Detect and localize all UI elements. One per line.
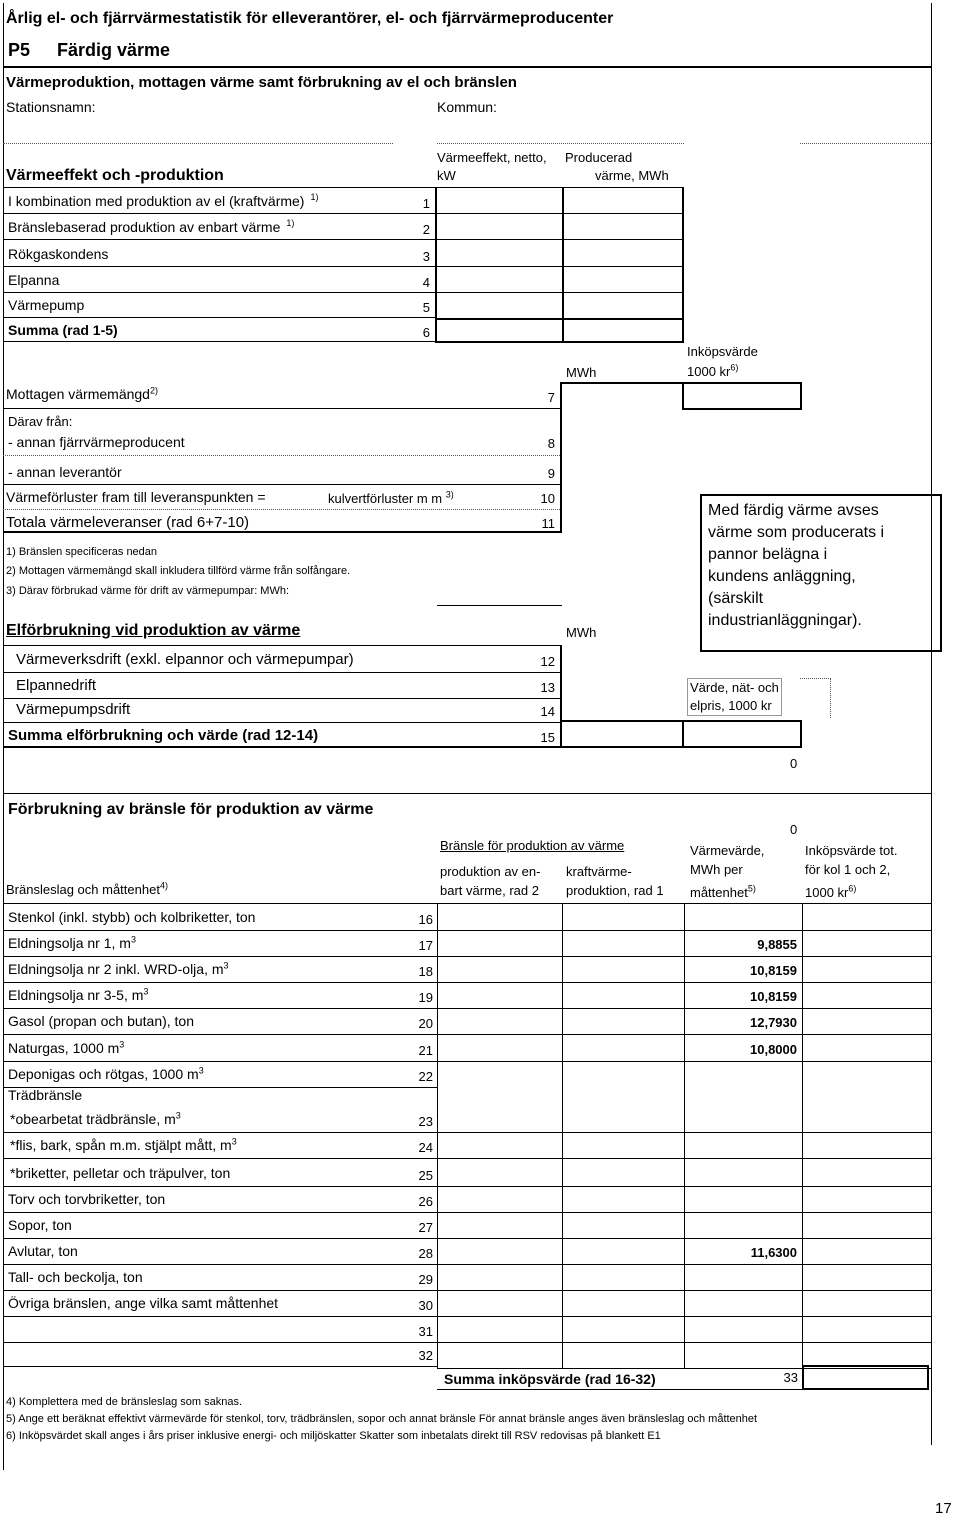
fuel-row-line: [3, 1158, 931, 1159]
fuel-row-text: Stenkol (inkl. stybb) och kolbriketter, ton: [8, 909, 256, 925]
section3-row-label: Värmepumpsdrift: [16, 701, 131, 718]
section3-row-label: Summa elförbrukning och värde (rad 12-14): [8, 727, 319, 744]
footnote-5: 5) Ange ett beräknat effektivt värmevärde för stenkol, torv, trädbränslen, sopor och annat bränsle För annat bränsle anges även bränsleslag och måttenhet: [6, 1413, 758, 1425]
row-num: 12: [540, 654, 555, 669]
section3-title: Elförbrukning vid produktion av värme: [6, 622, 301, 639]
fuel-cost-input[interactable]: [804, 1213, 930, 1237]
fuel-chp-input[interactable]: [564, 1239, 683, 1263]
fuel-sup: 4): [159, 880, 168, 891]
effect-input[interactable]: [437, 318, 561, 342]
heat-value: 11,6300: [750, 1245, 797, 1260]
electricity-input[interactable]: [563, 673, 681, 697]
row-num: 16: [418, 912, 433, 927]
fuel-row-text: Naturgas, 1000 m: [8, 1040, 120, 1056]
col-a1: produktion av en-: [440, 864, 541, 879]
col-c-sup: 5): [747, 883, 756, 894]
fuel-row-label: [10, 1137, 237, 1153]
row-num: 23: [418, 1114, 433, 1129]
fuel-heat-input[interactable]: [439, 1107, 561, 1131]
heat-value: 10,8000: [750, 1042, 797, 1057]
production-input[interactable]: [564, 242, 681, 266]
section1-header-line: [3, 187, 683, 188]
form-name: Färdig värme: [57, 40, 171, 60]
s2-bottom: [3, 531, 562, 533]
fuel-row-text: *briketter, pelletar och träpulver, ton: [10, 1165, 231, 1181]
fuel-row-label: [8, 1013, 194, 1029]
losses-extra-wrap: [328, 491, 454, 506]
fuel-row-text: Avlutar, ton: [8, 1243, 78, 1259]
section3-row-label: Värmeverksdrift (exkl. elpannor och värmepumpar): [16, 651, 354, 668]
fuel-heat-input[interactable]: [439, 1133, 561, 1157]
s2-box-row7-bottom: [682, 408, 802, 410]
section3-row-line: [3, 698, 562, 699]
fuel-chp-input[interactable]: [564, 1161, 683, 1185]
fuel-heat-input[interactable]: [439, 1009, 561, 1033]
s4-header-line: [3, 903, 931, 904]
fuel-row-label: [10, 1165, 230, 1181]
fuel-row-text: Deponigas och rötgas, 1000 m: [8, 1066, 199, 1082]
row-num: 24: [418, 1140, 433, 1155]
from-producer-label: - annan fjärrvärmeproducent: [8, 434, 185, 450]
info-box-line: kundens anläggning,: [708, 568, 856, 585]
fuel-cost-input[interactable]: [804, 1291, 930, 1315]
note2: 2) Mottagen värmemängd skall inkludera tillförd värme från solfångare.: [6, 565, 351, 577]
fuel-heat-input[interactable]: [439, 1291, 561, 1315]
fuel-row-line: [3, 1087, 437, 1088]
fuel-chp-input[interactable]: [564, 1133, 683, 1157]
s3-col-a-right: [682, 720, 684, 747]
s2-col-ink-unit: 1000 kr: [687, 364, 731, 379]
header-divider: [3, 66, 931, 68]
fuel-row-label: [8, 935, 136, 951]
fuel-chp-input[interactable]: [564, 1265, 683, 1289]
s4-col-c-left: [684, 903, 685, 1368]
row-num: 15: [540, 730, 555, 745]
fuel-chp-input[interactable]: [564, 1341, 683, 1365]
fuel-heat-input[interactable]: [439, 1036, 561, 1060]
row-num: 2: [422, 222, 430, 237]
s2-col-ink: Inköpsvärde: [687, 344, 758, 359]
info-box-line: Med färdig värme avses: [708, 502, 879, 519]
heat-value: 9,8855: [757, 937, 797, 952]
s2-box-top: [560, 382, 802, 384]
row-num-8: 8: [547, 436, 555, 451]
s2-row7-line: [3, 408, 560, 409]
form-subtitle: Värmeproduktion, mottagen värme samt förbrukning av el och bränslen: [6, 74, 517, 91]
kommun-label: Kommun:: [437, 99, 497, 115]
fuel-row-label: [8, 1269, 143, 1285]
section3-row-line: [3, 672, 562, 673]
fuel-heat-input[interactable]: [439, 931, 561, 955]
section1-title: Värmeeffekt och -produktion: [6, 167, 224, 184]
fuel-cost-input[interactable]: [804, 1341, 930, 1365]
darav-label: Därav från:: [8, 414, 73, 429]
row-num: 25: [418, 1168, 433, 1183]
effect-input[interactable]: [437, 242, 561, 266]
fuel-row-sup: 3: [130, 934, 136, 945]
station-line: [3, 143, 393, 144]
s2-row9-line: [3, 484, 560, 485]
s2-row10-line: [3, 509, 560, 510]
fuel-chp-input[interactable]: [564, 1317, 683, 1341]
page-number: 17: [935, 1500, 952, 1517]
losses-label: Värmeförluster fram till leveranspunkten =: [6, 489, 266, 505]
section1-row-sup: 1): [286, 218, 295, 229]
fuel-cost-input[interactable]: [804, 1009, 930, 1033]
fuel-chp-input[interactable]: [564, 957, 683, 981]
col-d2: för kol 1 och 2,: [805, 862, 891, 877]
s4-sum-bottom: [437, 1389, 802, 1390]
fuel-row-label: [8, 987, 148, 1003]
section3-row-label: Elpannedrift: [16, 677, 97, 694]
fuel-row-text: Eldningsolja nr 3-5, m: [8, 987, 144, 1003]
value-box-right: [830, 678, 831, 718]
section1-row-label: [8, 219, 294, 235]
row-num: 17: [418, 938, 433, 953]
row-num: 18: [418, 964, 433, 979]
s2-col-ink-sup: 6): [730, 362, 739, 373]
tradbransle-label: Trädbränsle: [8, 1087, 83, 1103]
value-box-dots: [800, 678, 831, 679]
row-num: 21: [418, 1043, 433, 1058]
col-d3-wrap: [805, 885, 856, 900]
footnote-6: 6) Inköpsvärdet skall anges i års priser inklusive energi- och miljöskatter Skatter som inbetalats direkt till RSV redovisas på blankett E1: [6, 1430, 661, 1442]
col-prod-label: Producerad: [565, 150, 633, 165]
section1-row-label: [8, 322, 118, 338]
row-num-7: 7: [547, 390, 555, 405]
s2-col-a-left: [560, 382, 562, 532]
fuel-chp-input[interactable]: [564, 905, 683, 929]
row-num: 14: [540, 704, 555, 719]
col-effect-label: Värmeeffekt, netto,: [437, 150, 547, 165]
production-input[interactable]: [564, 215, 681, 239]
fuel-heat-input[interactable]: [439, 1265, 561, 1289]
sum-label: Summa inköpsvärde (rad 16-32): [444, 1371, 656, 1387]
fuel-row-text: Övriga bränslen, ange vilka samt måttenhet: [8, 1295, 279, 1311]
fuel-cost-input[interactable]: [804, 1133, 930, 1157]
fuel-row-label: [8, 909, 255, 925]
fuel-row-label: [10, 1111, 181, 1127]
electricity-input[interactable]: [563, 647, 681, 671]
heat-value: 10,8159: [750, 989, 797, 1004]
station-label: Stationsnamn:: [6, 99, 96, 115]
fuel-cost-input[interactable]: [804, 957, 930, 981]
row-num: 19: [418, 990, 433, 1005]
fuel-heat-input[interactable]: [439, 1341, 561, 1365]
s4-col-b-left: [562, 903, 563, 1368]
fuel-row-text: Eldningsolja nr 1, m: [8, 935, 131, 951]
fuel-chp-input[interactable]: [564, 1291, 683, 1315]
section1-row-line: [3, 239, 684, 240]
received-label-wrap: [6, 386, 158, 402]
col-c1: Värmevärde,: [690, 843, 765, 858]
section3-row-line: [3, 722, 562, 723]
fuel-chp-input[interactable]: [564, 983, 683, 1007]
col-group-label: Bränsle för produktion av värme: [440, 838, 625, 853]
section1-row-label: [8, 193, 318, 209]
section1-row-text: Värmepump: [8, 297, 85, 313]
s3-bottom: [3, 746, 802, 748]
extra-line: [800, 143, 931, 144]
fuel-row-label: [8, 1243, 78, 1259]
received-sup: 2): [149, 385, 158, 396]
section1-row-text: Rökgaskondens: [8, 246, 109, 262]
row-num: 29: [418, 1272, 433, 1287]
note3: 3) Därav förbrukad värme för drift av värmepumpar: MWh:: [6, 585, 290, 597]
row-num: 20: [418, 1016, 433, 1031]
s2-col-ink-unit-wrap: [687, 364, 738, 379]
production-input[interactable]: [564, 189, 681, 213]
fuel-heat-input[interactable]: [439, 1187, 561, 1211]
fuel-chp-input[interactable]: [564, 1062, 683, 1086]
effect-input[interactable]: [437, 189, 561, 213]
fuel-row-sup: 3: [175, 1110, 181, 1121]
effect-input[interactable]: [437, 215, 561, 239]
fuel-chp-input[interactable]: [564, 1213, 683, 1237]
fuel-heat-input[interactable]: [439, 983, 561, 1007]
from-supplier-label: - annan leverantör: [8, 464, 122, 480]
sum-box[interactable]: [802, 1365, 929, 1390]
fuel-cost-input[interactable]: [804, 1107, 930, 1131]
fuel-row-label: [8, 1066, 204, 1082]
fuel-heat-input[interactable]: [439, 905, 561, 929]
fuel-row-sup: 3: [143, 986, 149, 997]
value-label-2: elpris, 1000 kr: [690, 698, 772, 713]
s4-col-d-left: [802, 903, 803, 1368]
row-num: 3: [422, 249, 430, 264]
production-input[interactable]: [564, 268, 681, 292]
info-box-line: industrianläggningar).: [708, 612, 862, 629]
total-label: Totala värmeleveranser (rad 6+7-10): [6, 514, 250, 531]
s3-col-b-right: [800, 720, 802, 747]
col-prod-unit: värme, MWh: [595, 168, 669, 183]
section1-row-text: I kombination med produktion av el (kraftvärme): [8, 193, 305, 209]
info-box-line: värme som producerats i: [708, 524, 885, 541]
col-b1: kraftvärme-: [566, 864, 632, 879]
section4-title: Förbrukning av bränsle för produktion av värme: [8, 801, 374, 818]
s4-top-line: [3, 793, 931, 794]
s2-col-b-right: [800, 382, 802, 409]
fuel-chp-input[interactable]: [564, 1187, 683, 1211]
fuel-heat-input[interactable]: [439, 1161, 561, 1185]
received-label: Mottagen värmemängd: [6, 386, 150, 402]
s3-zero: 0: [790, 756, 798, 771]
col-a2: bart värme, rad 2: [440, 883, 539, 898]
fuel-row-text: *flis, bark, spån m.m. stjälpt mått, m: [10, 1137, 232, 1153]
fuel-row-text: Eldningsolja nr 2 inkl. WRD-olja, m: [8, 961, 224, 977]
fuel-row-text: Gasol (propan och butan), ton: [8, 1013, 195, 1029]
fuel-heat-input[interactable]: [439, 957, 561, 981]
row-num: 27: [418, 1220, 433, 1235]
production-input[interactable]: [564, 293, 681, 317]
note3-line: [437, 605, 562, 606]
col-c3: måttenhet: [690, 885, 748, 900]
row-num: 31: [418, 1324, 433, 1339]
s2-row8-line: [3, 455, 560, 456]
s3-col-a-left: [560, 645, 562, 747]
section1-row-line: [3, 341, 435, 342]
fuel-row-label: [8, 1295, 278, 1311]
production-input[interactable]: [564, 318, 681, 342]
fuel-row-text: Tall- och beckolja, ton: [8, 1269, 143, 1285]
section1-row-label: [8, 272, 59, 288]
row-num: 32: [418, 1348, 433, 1363]
value-label-box: [687, 678, 782, 716]
s3-col-mwh: MWh: [566, 625, 597, 640]
fuel-cost-input[interactable]: [804, 905, 930, 929]
section1-row-line: [3, 213, 684, 214]
col-d-sup: 6): [848, 883, 857, 894]
row-num: 13: [540, 680, 555, 695]
fuel-cost-input[interactable]: [804, 1187, 930, 1211]
s4-zero: 0: [790, 822, 798, 837]
s2-col-b-left: [682, 382, 684, 409]
fuel-chp-input[interactable]: [564, 1009, 683, 1033]
info-box: [700, 494, 942, 652]
row-num: 30: [418, 1298, 433, 1313]
footnote-4: 4) Komplettera med de bränsleslag som saknas.: [6, 1396, 243, 1408]
fuel-row-sup: 3: [198, 1065, 204, 1076]
section1-row-sup: 1): [310, 192, 319, 203]
fuel-row-label: [8, 961, 229, 977]
fuel-row-label: [8, 1217, 72, 1233]
fuel-cost-input[interactable]: [804, 1265, 930, 1289]
fuel-row-sup: 3: [231, 1136, 237, 1147]
heat-value: 12,7930: [750, 1015, 797, 1030]
fuel-row-text: Torv och torvbriketter, ton: [8, 1191, 166, 1207]
electricity-input[interactable]: [563, 723, 681, 747]
losses-sup: 3): [445, 489, 454, 500]
section1-row-text: Elpanna: [8, 272, 60, 288]
fuel-row-label: [8, 1040, 124, 1056]
fuel-cost-input[interactable]: [804, 1062, 930, 1086]
col-b2: produktion, rad 1: [566, 883, 664, 898]
fuel-label-wrap: [6, 882, 168, 897]
fuel-row-line: [3, 1034, 931, 1035]
frame-right: [931, 3, 932, 1445]
row-num: 28: [418, 1246, 433, 1261]
frame-left: [3, 3, 4, 1470]
fuel-label: Bränsleslag och måttenhet: [6, 882, 160, 897]
fuel-cost-input[interactable]: [804, 983, 930, 1007]
fuel-row-sup: 3: [223, 960, 229, 971]
s3-header-line: [3, 645, 562, 646]
section1-row-line: [3, 317, 435, 318]
kommun-line: [437, 143, 684, 144]
fuel-cost-input[interactable]: [804, 1161, 930, 1185]
row-num: 26: [418, 1194, 433, 1209]
section1-row-label: [8, 246, 108, 262]
col-d1: Inköpsvärde tot.: [805, 843, 898, 858]
fuel-row-text: Sopor, ton: [8, 1217, 72, 1233]
fuel-heat-input[interactable]: [439, 1213, 561, 1237]
fuel-heat-input[interactable]: [439, 1317, 561, 1341]
fuel-cost-input[interactable]: [804, 1317, 930, 1341]
fuel-heat-input[interactable]: [439, 1239, 561, 1263]
fuel-row-line: [3, 1366, 437, 1367]
row-num: 4: [422, 275, 430, 290]
effect-input[interactable]: [437, 268, 561, 292]
section1-row-text: Bränslebaserad produktion av enbart värme: [8, 219, 281, 235]
fuel-chp-input[interactable]: [564, 1036, 683, 1060]
fuel-cost-input[interactable]: [804, 1036, 930, 1060]
fuel-cost-input[interactable]: [804, 1239, 930, 1263]
fuel-heat-input[interactable]: [439, 1062, 561, 1086]
fuel-row-text: *obearbetat trädbränsle, m: [10, 1111, 176, 1127]
fuel-row-sup: 3: [119, 1039, 125, 1050]
col-d3: 1000 kr: [805, 885, 849, 900]
row-num-11: 11: [541, 516, 555, 531]
section1-row-text: Summa (rad 1-5): [8, 322, 118, 338]
col-c2: MWh per: [690, 862, 743, 877]
row-num: 5: [422, 300, 430, 315]
row-num-33: 33: [783, 1370, 798, 1385]
row-num-9: 9: [547, 466, 555, 481]
info-box-line: pannor belägna i: [708, 546, 828, 563]
s4-col-a-left: [437, 903, 438, 1368]
effect-input[interactable]: [437, 293, 561, 317]
losses-extra: kulvertförluster m m: [328, 491, 443, 506]
note1: 1) Bränslen specificeras nedan: [6, 546, 158, 558]
row-num: 22: [418, 1069, 433, 1084]
row-num: 1: [422, 196, 430, 211]
col-c3-wrap: [690, 885, 756, 900]
info-box-line: (särskilt: [708, 590, 764, 607]
fuel-cost-input[interactable]: [804, 931, 930, 955]
section1-row-label: [8, 297, 84, 313]
col-effect-unit: kW: [437, 168, 456, 183]
value-label-1: Värde, nät- och: [690, 680, 779, 695]
heat-value: 10,8159: [750, 963, 797, 978]
s2-col-mwh: MWh: [566, 365, 597, 380]
fuel-chp-input[interactable]: [564, 1107, 683, 1131]
section1-row-line: [3, 266, 684, 267]
form-code: P5: [8, 40, 31, 60]
form-title: Årlig el- och fjärrvärmestatistik för elleverantörer, el- och fjärrvärmeproducenter: [6, 10, 614, 27]
electricity-input[interactable]: [563, 697, 681, 721]
fuel-chp-input[interactable]: [564, 931, 683, 955]
row-num-10: 10: [540, 491, 555, 506]
row-num: 6: [422, 325, 430, 340]
fuel-row-label: [8, 1191, 165, 1207]
